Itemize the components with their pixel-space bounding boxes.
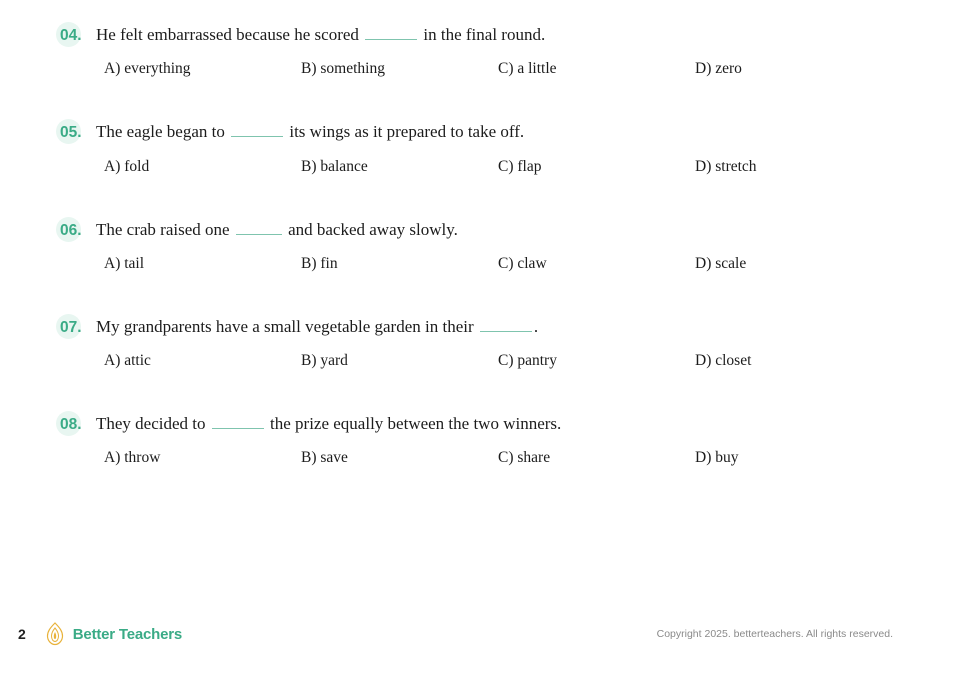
option-b[interactable]	[301, 255, 498, 273]
option-b-text: save	[320, 449, 348, 467]
question-number-text: 06.	[60, 221, 82, 239]
option-d-label: D)	[695, 449, 712, 467]
question-text-before: The crab raised one	[96, 219, 230, 239]
question-item	[60, 314, 893, 370]
option-a-label: A)	[104, 157, 121, 175]
option-c-label: C)	[498, 157, 514, 175]
question-number-text: 04.	[60, 27, 82, 44]
option-a[interactable]	[104, 352, 301, 370]
option-c[interactable]	[498, 158, 695, 176]
question-number	[60, 222, 96, 240]
option-a[interactable]	[104, 158, 301, 176]
brand-name: Better Teachers	[72, 625, 183, 643]
option-a-label: A)	[104, 352, 121, 369]
option-c[interactable]	[498, 449, 695, 467]
option-d[interactable]	[695, 255, 892, 273]
option-c[interactable]	[498, 255, 695, 273]
option-c-label: C)	[498, 254, 514, 272]
brand-logo	[44, 622, 182, 646]
option-d-text: zero	[715, 60, 742, 78]
option-b[interactable]	[301, 449, 498, 467]
question-text	[96, 217, 458, 240]
option-d[interactable]	[695, 158, 892, 176]
options-row	[60, 352, 893, 370]
option-a-text: everything	[124, 60, 191, 78]
question-text-after: the prize equally between the two winners.	[270, 414, 562, 433]
page-footer	[0, 619, 953, 649]
option-d-label: D)	[695, 254, 712, 272]
option-b-label: B)	[301, 254, 317, 272]
option-d-text: buy	[715, 449, 739, 467]
option-d[interactable]	[695, 60, 892, 78]
option-c[interactable]	[498, 60, 695, 78]
question-text-after: its wings as it prepared to take off.	[289, 122, 525, 142]
options-row	[60, 449, 893, 467]
question-text-before: He felt embarrassed because he scored	[96, 25, 359, 44]
question-prompt-line	[60, 119, 893, 142]
answer-blank[interactable]	[480, 314, 532, 332]
question-number	[60, 416, 96, 434]
question-text-after: and backed away slowly.	[288, 219, 458, 239]
question-number	[60, 319, 96, 337]
option-a[interactable]	[104, 449, 301, 467]
option-b-text: something	[320, 60, 385, 78]
option-c-text: share	[517, 449, 551, 467]
option-c-text: claw	[517, 254, 547, 272]
option-a-text: fold	[124, 157, 150, 175]
option-a-label: A)	[104, 449, 121, 467]
option-c-text: a little	[517, 60, 557, 78]
answer-blank[interactable]	[365, 22, 417, 40]
option-c-label: C)	[498, 352, 514, 369]
option-b-text: fin	[320, 254, 338, 272]
option-c-text: flap	[517, 157, 542, 175]
question-number-text: 05.	[60, 124, 82, 142]
option-c-label: C)	[498, 60, 514, 78]
option-b[interactable]	[301, 60, 498, 78]
option-b-text: yard	[320, 352, 348, 369]
question-item	[60, 217, 893, 273]
question-text	[96, 411, 561, 434]
option-b-label: B)	[301, 352, 317, 369]
option-c-label: C)	[498, 449, 514, 467]
question-item	[60, 119, 893, 175]
option-c[interactable]	[498, 352, 695, 370]
question-prompt-line	[60, 217, 893, 240]
option-d-text: closet	[715, 352, 752, 369]
question-number	[60, 27, 96, 45]
options-row	[60, 158, 893, 176]
option-d-label: D)	[695, 352, 712, 369]
option-b[interactable]	[301, 158, 498, 176]
option-a-text: throw	[124, 449, 161, 467]
option-a[interactable]	[104, 60, 301, 78]
question-number-text: 07.	[60, 318, 82, 336]
option-d-text: stretch	[715, 157, 757, 175]
option-b-label: B)	[301, 60, 317, 78]
question-number	[60, 124, 96, 142]
option-b-label: B)	[301, 157, 317, 175]
answer-blank[interactable]	[231, 119, 283, 137]
question-text-after: .	[533, 316, 539, 336]
question-item	[60, 22, 893, 78]
option-c-text: pantry	[517, 352, 557, 369]
answer-blank[interactable]	[236, 217, 282, 235]
page-number: 2	[18, 626, 26, 642]
question-text	[96, 314, 538, 337]
option-d[interactable]	[695, 352, 892, 370]
copyright-text: Copyright 2025. betterteachers. All rights reserved.	[656, 628, 893, 640]
question-prompt-line	[60, 411, 893, 434]
question-text-before: They decided to	[96, 414, 206, 433]
question-number-text: 08.	[60, 416, 82, 433]
option-d-label: D)	[695, 60, 712, 78]
option-d[interactable]	[695, 449, 892, 467]
options-row	[60, 255, 893, 273]
option-b[interactable]	[301, 352, 498, 370]
question-text-before: My grandparents have a small vegetable garden in their	[96, 316, 474, 336]
question-prompt-line	[60, 314, 893, 337]
option-a-label: A)	[104, 254, 121, 272]
question-text	[96, 22, 545, 45]
question-prompt-line	[60, 22, 893, 45]
question-text-after: in the final round.	[423, 25, 546, 44]
options-row	[60, 60, 893, 78]
answer-blank[interactable]	[212, 411, 264, 429]
question-text-before: The eagle began to	[96, 122, 225, 142]
option-b-label: B)	[301, 449, 317, 467]
question-text	[96, 119, 524, 142]
option-d-label: D)	[695, 157, 712, 175]
option-a-label: A)	[104, 60, 121, 78]
flame-logo-icon	[44, 622, 66, 646]
option-a-text: tail	[124, 254, 145, 272]
option-d-text: scale	[715, 254, 747, 272]
option-b-text: balance	[320, 157, 368, 175]
option-a-text: attic	[124, 352, 151, 369]
question-item	[60, 411, 893, 467]
option-a[interactable]	[104, 255, 301, 273]
